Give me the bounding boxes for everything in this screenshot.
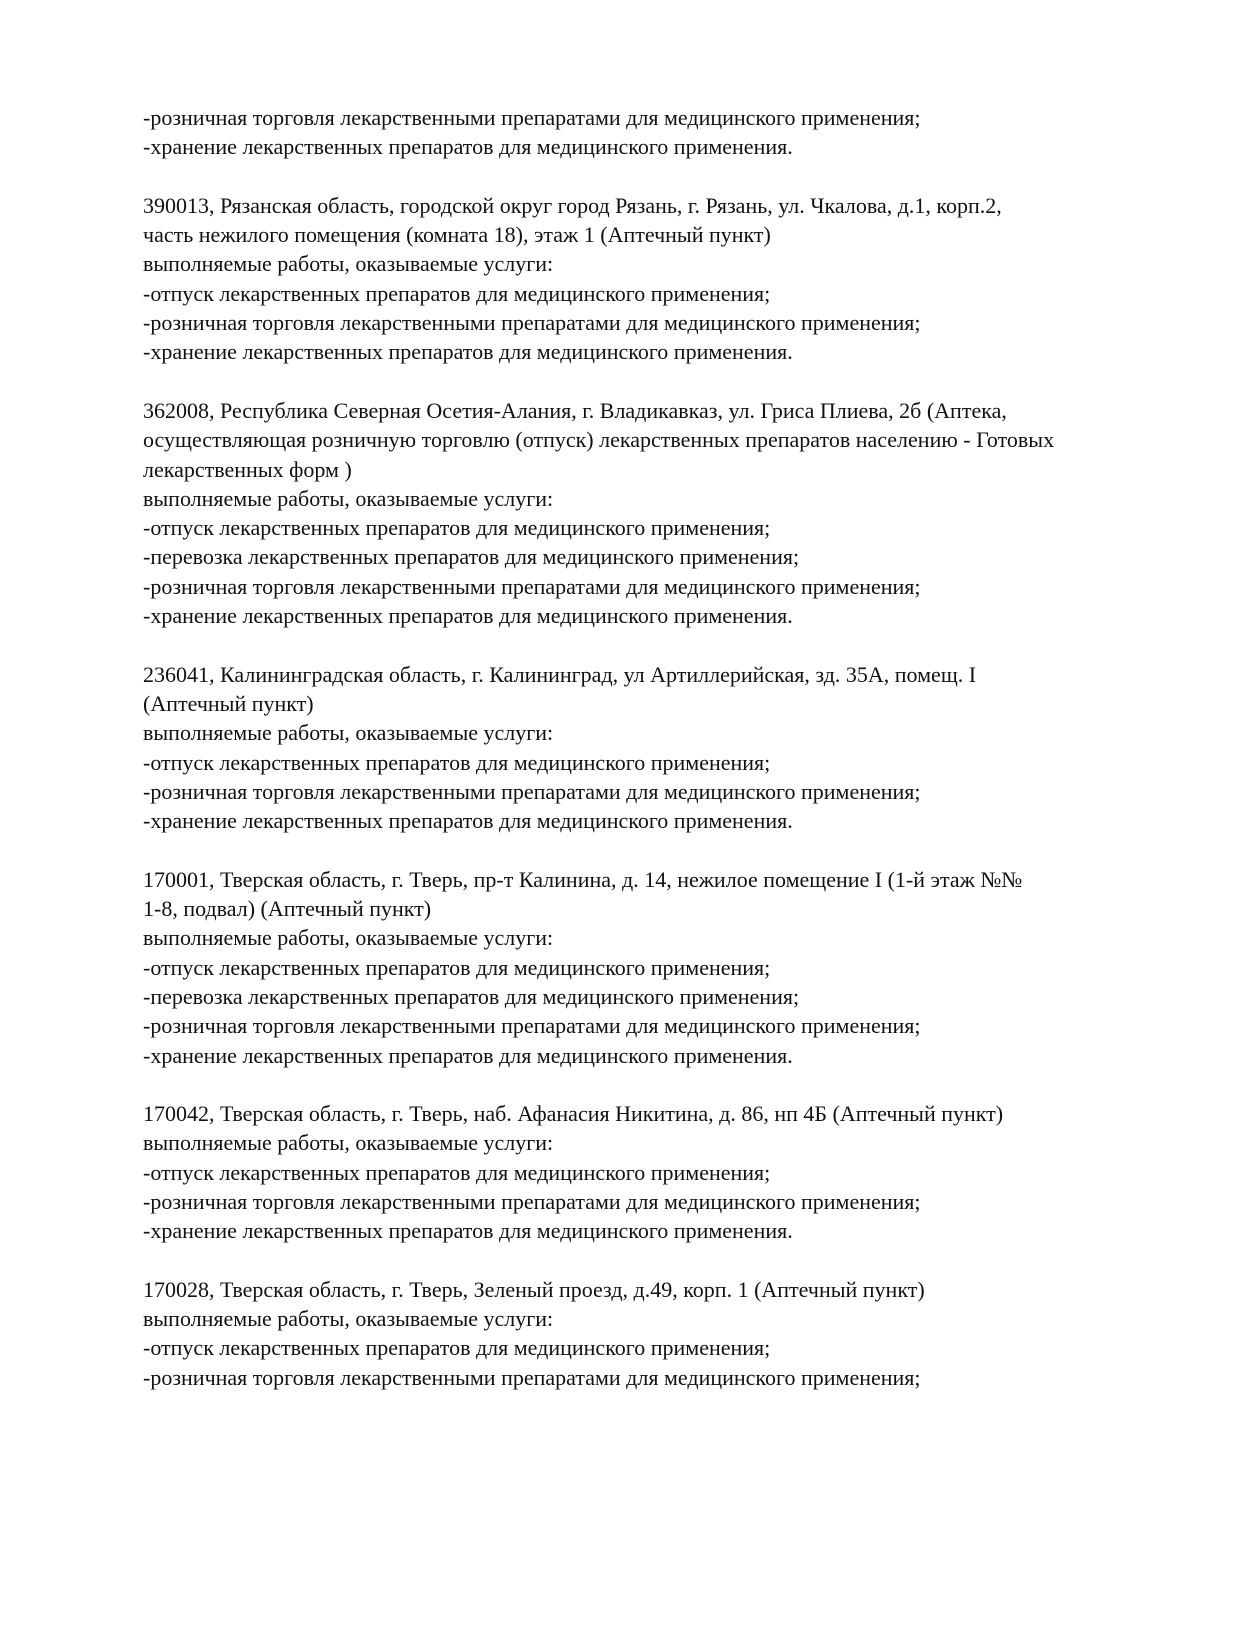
entry-service-item: -хранение лекарственных препаратов для медицинского применения. [143,808,793,834]
entry-address-line: 390013, Рязанская область, городской округ город Рязань, г. Рязань, ул. Чкалова, д.1, корп.2, [143,192,1002,218]
license-entry [143,191,1140,367]
entry-services-label: выполняемые работы, оказываемые услуги: [143,1130,554,1156]
paragraph-gap [143,835,1140,864]
entry-service-item: -хранение лекарственных препаратов для медицинского применения. [143,603,793,629]
entry-service-item: -отпуск лекарственных препаратов для медицинского применения; [143,1335,771,1361]
entry-service-item: -хранение лекарственных препаратов для медицинского применения. [143,1042,793,1068]
intro-line: -розничная торговля лекарственными препаратами для медицинского применения; [143,105,921,130]
entry-services-label: выполняемые работы, оказываемые услуги: [143,485,554,511]
entry-address-line: часть нежилого помещения (комната 18), этаж 1 (Аптечный пункт) [143,222,771,248]
license-entry [143,865,1140,1070]
entry-services-label: выполняемые работы, оказываемые услуги: [143,925,554,951]
paragraph-gap [143,1246,1140,1275]
paragraph-gap [143,162,1140,191]
entry-services-label: выполняемые работы, оказываемые услуги: [143,251,554,277]
entry-service-item: -перевозка лекарственных препаратов для медицинского применения; [143,544,800,570]
entry-service-item: -отпуск лекарственных препаратов для медицинского применения; [143,280,771,306]
entry-service-item: -отпуск лекарственных препаратов для медицинского применения; [143,515,771,541]
entry-address-line: 362008, Республика Северная Осетия-Алания, г. Владикавказ, ул. Гриса Плиева, 2б (Аптека, [143,397,1007,423]
entry-service-item: -розничная торговля лекарственными препаратами для медицинского применения; [143,778,921,804]
entry-service-item: -розничная торговля лекарственными препаратами для медицинского применения; [143,310,921,336]
paragraph-gap [143,1070,1140,1099]
entry-service-item: -розничная торговля лекарственными препаратами для медицинского применения; [143,1013,921,1039]
license-entry [143,660,1140,836]
entry-service-item: -отпуск лекарственных препаратов для медицинского применения; [143,954,771,980]
license-entry [143,1099,1140,1245]
entry-address-line: осуществляющая розничную торговлю (отпуск) лекарственных препаратов населению - Готовых [143,427,1055,453]
license-entry [143,1275,1140,1392]
entry-address-line: 236041, Калининградская область, г. Калининград, ул Артиллерийская, зд. 35А, помещ. I [143,661,977,687]
entry-address-line: 170042, Тверская область, г. Тверь, наб. Афанасия Никитина, д. 86, нп 4Б (Аптечный пункт) [143,1101,1004,1127]
entry-service-item: -розничная торговля лекарственными препаратами для медицинского применения; [143,1188,921,1214]
entry-service-item: -отпуск лекарственных препаратов для медицинского применения; [143,1159,771,1185]
intro-line: -хранение лекарственных препаратов для медицинского применения. [143,134,793,160]
entry-address-line: лекарственных форм ) [143,456,352,482]
entry-service-item: -розничная торговля лекарственными препаратами для медицинского применения; [143,573,921,599]
entry-address-line: 1-8, подвал) (Аптечный пункт) [143,896,432,922]
paragraph-gap [143,630,1140,659]
entry-service-item: -розничная торговля лекарственными препаратами для медицинского применения; [143,1364,921,1390]
entry-service-item: -отпуск лекарственных препаратов для медицинского применения; [143,749,771,775]
entry-service-item: -хранение лекарственных препаратов для медицинского применения. [143,1218,793,1244]
entry-service-item: -хранение лекарственных препаратов для медицинского применения. [143,339,793,365]
entry-services-label: выполняемые работы, оказываемые услуги: [143,1306,554,1332]
entry-address-line: 170001, Тверская область, г. Тверь, пр-т Калинина, д. 14, нежилое помещение I (1-й этаж №№ [143,866,1023,892]
entry-address-line: 170028, Тверская область, г. Тверь, Зеленый проезд, д.49, корп. 1 (Аптечный пункт) [143,1276,925,1302]
intro-block [143,103,1140,162]
entry-services-label: выполняемые работы, оказываемые услуги: [143,720,554,746]
entry-service-item: -перевозка лекарственных препаратов для медицинского применения; [143,983,800,1009]
paragraph-gap [143,367,1140,396]
license-entry [143,396,1140,630]
entry-address-line: (Аптечный пункт) [143,690,314,716]
